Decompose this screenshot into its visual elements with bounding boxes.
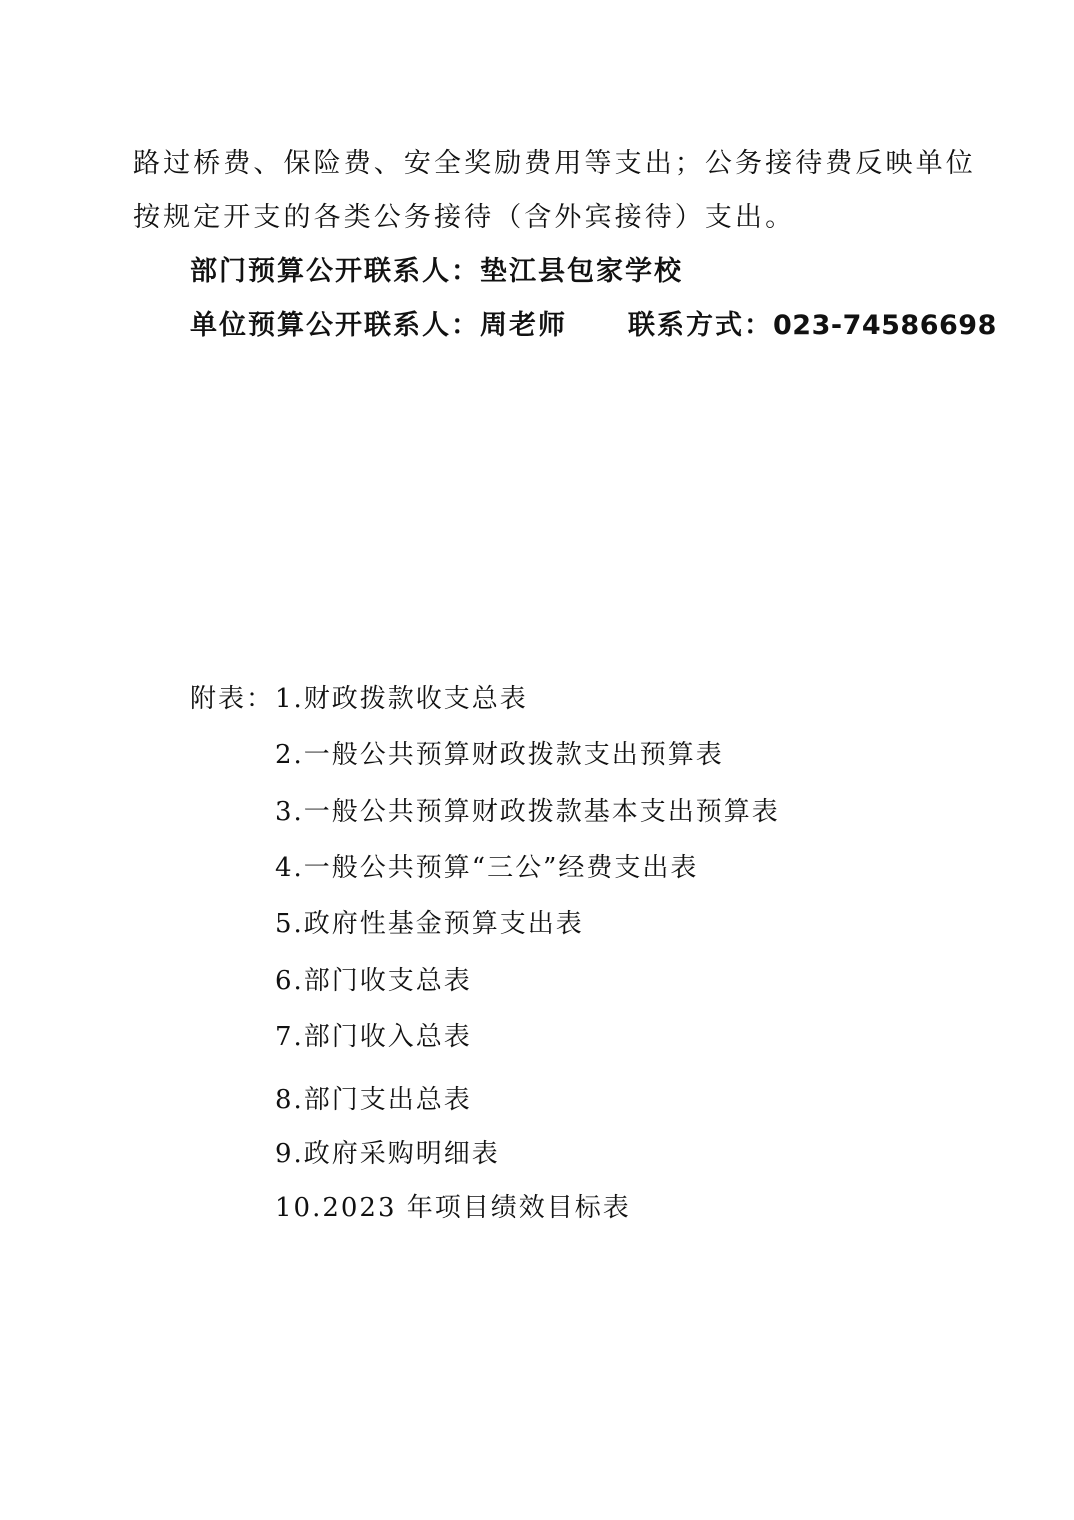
attachment-item: 8.部门支出总表 (275, 1085, 472, 1115)
body-paragraph-line-2: 按规定开支的各类公务接待（含外宾接待）支出。 (133, 202, 796, 233)
attachment-item: 2.一般公共预算财政拨款支出预算表 (275, 740, 724, 770)
attachment-item: 1.财政拨款收支总表 (275, 684, 528, 714)
attachment-item: 3.一般公共预算财政拨款基本支出预算表 (275, 797, 780, 827)
unit-contact-line (190, 306, 567, 346)
phone-label: 联系方式： (628, 310, 773, 341)
body-paragraph-line-1: 路过桥费、保险费、安全奖励费用等支出；公务接待费反映单位 (133, 148, 976, 179)
attachment-item: 6.部门收支总表 (275, 966, 472, 996)
phone-contact-group (628, 306, 997, 346)
attachment-item: 5.政府性基金预算支出表 (275, 909, 584, 939)
attachment-item: 9.政府采购明细表 (275, 1139, 500, 1169)
attachment-item: 4.一般公共预算“三公”经费支出表 (275, 853, 699, 883)
dept-contact-line (190, 252, 683, 292)
attachment-item: 7.部门收入总表 (275, 1022, 472, 1052)
phone-number: 023-74586698 (773, 310, 997, 341)
attachment-item: 10.2023 年项目绩效目标表 (275, 1193, 631, 1223)
unit-contact-value: 周老师 (480, 310, 567, 341)
dept-contact-value: 垫江县包家学校 (480, 256, 683, 287)
dept-contact-label: 部门预算公开联系人： (190, 256, 480, 287)
unit-contact-label: 单位预算公开联系人： (190, 310, 480, 341)
attachments-label: 附表： (190, 684, 275, 714)
